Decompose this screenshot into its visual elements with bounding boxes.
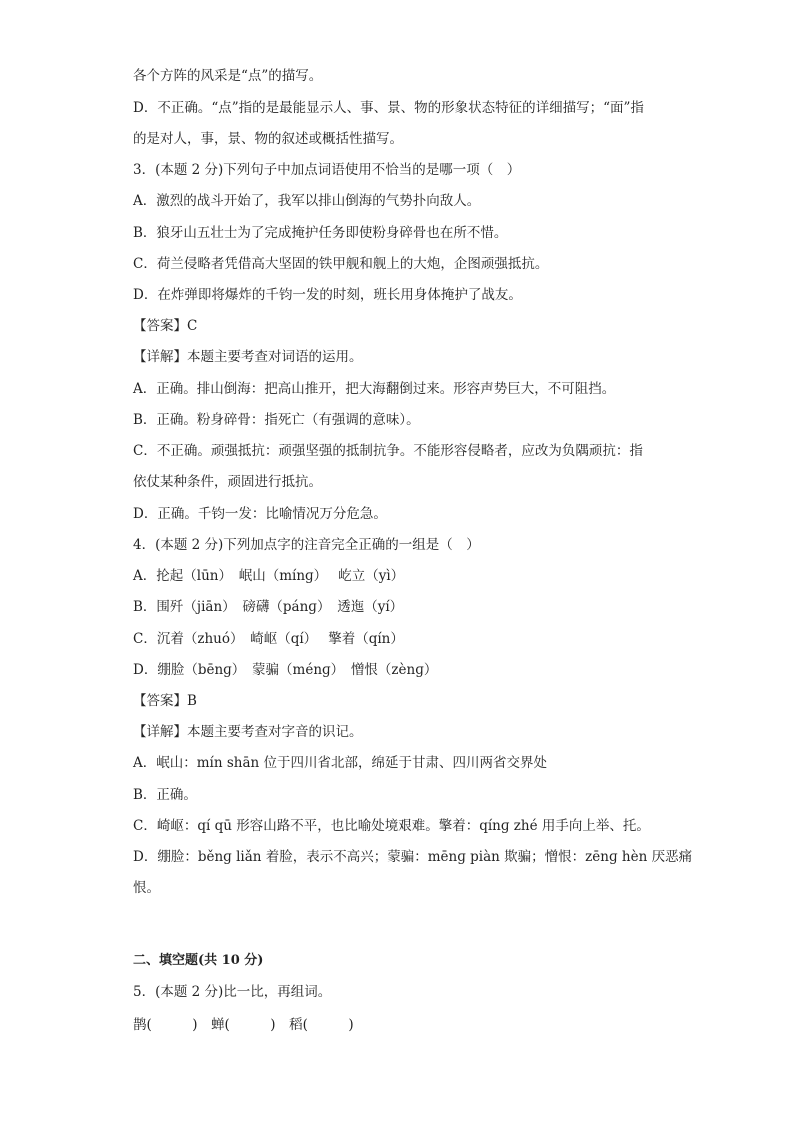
explanation-line: 恨。: [133, 880, 160, 896]
explanation-line: C．崎岖：qí qū 形容山路不平，也比喻处境艰难。擎着：qínɡ zhé 用手向上举、托。: [133, 818, 650, 834]
option-b: B．围歼（jiān） 磅礴（pánɡ） 透迤（yí）: [133, 599, 404, 615]
explanation-label: 【详解】本题主要考查对字音的识记。: [133, 724, 363, 740]
fill-in-blanks: 鹊( ) 蝉( ) 稻( ): [133, 1017, 354, 1033]
question-4: 4．(本题 2 分)下列加点字的注音完全正确的一组是（ ）: [133, 537, 480, 553]
text-line: D．不正确。“点”指的是最能显示人、事、景、物的形象状态特征的详细描写；“面”指: [133, 100, 644, 116]
option-a: A．激烈的战斗开始了，我军以排山倒海的气势扑向敌人。: [133, 193, 481, 209]
option-c: C．荷兰侵略者凭借高大坚固的铁甲舰和舰上的大炮，企图顽强抵抗。: [133, 256, 549, 272]
explanation-line: B．正确。粉身碎骨：指死亡（有强调的意味）。: [133, 412, 420, 428]
explanation-line: 依仗某种条件，顽固进行抵抗。: [133, 474, 322, 490]
option-b: B．狼牙山五壮士为了完成掩护任务即使粉身碎骨也在所不惜。: [133, 225, 508, 241]
text-line: 各个方阵的风采是“点”的描写。: [133, 68, 323, 84]
option-c: C．沉着（zhuó） 崎岖（qí） 擎着（qín）: [133, 631, 404, 647]
question-5: 5．(本题 2 分)比一比，再组词。: [133, 984, 332, 1000]
explanation-line: A．岷山：mín shān 位于四川省北部，绵延于甘肃、四川两省交界处: [133, 755, 548, 771]
option-d: D．在炸弹即将爆炸的千钧一发的时刻，班长用身体掩护了战友。: [133, 287, 522, 303]
question-3: 3．(本题 2 分)下列句子中加点词语使用不恰当的是哪一项（ ）: [133, 162, 521, 178]
explanation-line: B．正确。: [133, 787, 197, 803]
answer-label: 【答案】B: [133, 693, 197, 709]
answer-label: 【答案】C: [133, 318, 198, 334]
explanation-line: C．不正确。顽强抵抗：顽强坚强的抵制抗争。不能形容侵略者，应改为负隅顽抗：指: [133, 443, 643, 459]
option-d: D．绷脸（bēnɡ） 蒙骗（ménɡ） 憎恨（zènɡ）: [133, 662, 438, 678]
explanation-line: D．正确。千钧一发：比喻情况万分危急。: [133, 506, 387, 522]
text-line: 的是对人，事，景、物的叙述或概括性描写。: [133, 131, 403, 147]
option-a: A．抡起（lūn） 岷山（mínɡ） 屹立（yì）: [133, 568, 405, 584]
explanation-line: A．正确。排山倒海：把高山推开，把大海翻倒过来。形容声势巨大，不可阻挡。: [133, 381, 616, 397]
section-heading: 二、填空题(共 10 分): [133, 953, 264, 968]
explanation-line: D．绷脸：běnɡ liǎn 着脸，表示不高兴；蒙骗：mēnɡ piàn 欺骗；憎恨：zēnɡ hèn 厌恶痛: [133, 849, 693, 865]
explanation-label: 【详解】本题主要考查对词语的运用。: [133, 349, 363, 365]
